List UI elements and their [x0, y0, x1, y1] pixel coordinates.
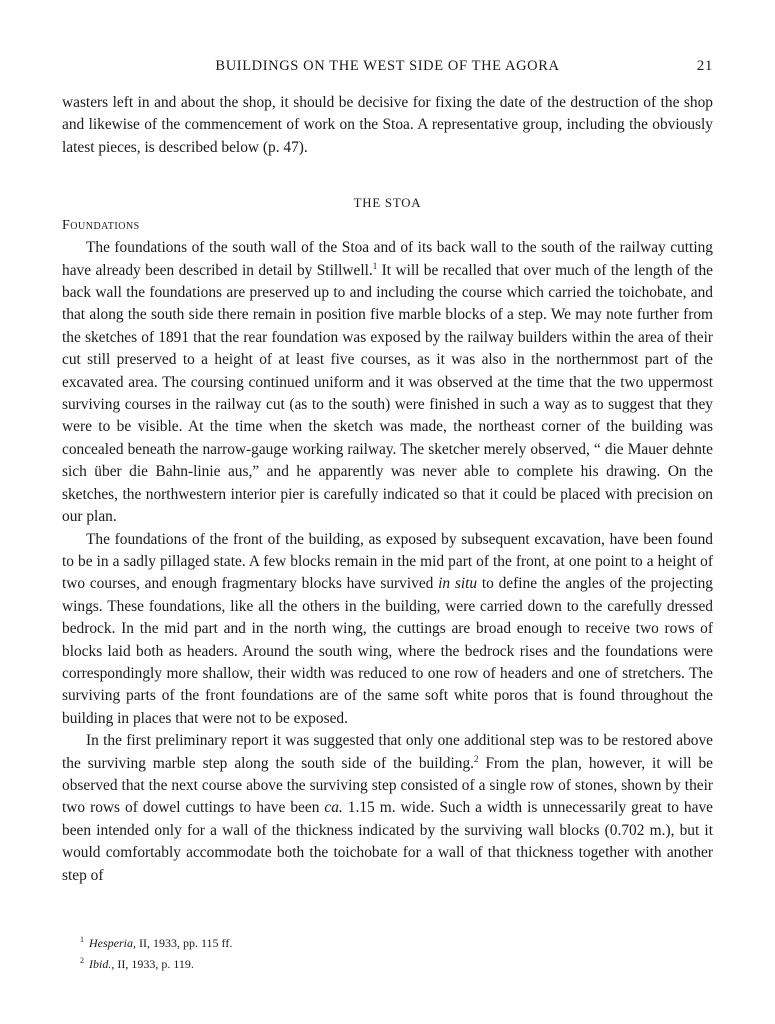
paragraph-1-text-a: The foundations of the south wall of the Stoa and of its back wall to the south of the railway cutting have already been described in detail by Stillwell.	[62, 239, 713, 279]
paragraph-1-text-b: It will be recalled that over much of the length of the back wall the foundations are preserved up to and including the course which carried the toichobate, and that along the south side there remain in position five marble blocks of a step. We may note further from the sketches of 1891 that the rear foundation was exposed by the railway builders within the area of their cut still preserved to a height of at least five courses, as it was also in the northernmost part of the excavated area. The coursing continued uniform and it was observed at the time that the two uppermost surviving courses in the railway cut (as to the south) were finished in such a way as to suggest that they were to be visible. At the time when the sketch was made, the northeast corner of the building was concealed beneath the narrow-gauge working railway. The sketcher merely observed, “ die Mauer dehnte sich über die Bahn-linie aus,” and he apparently was never able to complete his drawing. On the sketches, the northwestern interior pier is carefully indicated so that it could be placed with precision on our plan.	[62, 261, 713, 526]
paragraph-2	[62, 529, 713, 731]
footnote-ref-1: 1	[372, 260, 378, 271]
footnote-1-text: II, 1933, pp. 115 ff.	[136, 936, 233, 950]
paragraph-2-italic: in situ	[438, 575, 478, 593]
paragraph-3-text-b: From the plan, however, it will be observed that the next course above the surviving step consisted of a single row of stones, shown by their two rows of dowel cuttings to have been	[62, 754, 713, 817]
intro-paragraph: wasters left in and about the shop, it should be decisive for fixing the date of the destruction of the shop and likewise of the commencement of work on the Stoa. A representative group, including the obviously latest pieces, is described below (p. 47).	[62, 94, 713, 156]
footnote-1-number: 1	[80, 935, 84, 944]
paragraph-3-text-c: 1.15 m. wide. Such a width is unnecessarily great to have been intended only for a wall of the thickness indicated by the surviving wall blocks (0.702 m.), but it would comfortably accommodate both the toichobate for a wall of that thickness together with another step of	[62, 799, 713, 884]
footnote-2-source: Ibid.,	[89, 957, 115, 971]
footnotes	[80, 931, 232, 973]
footnote-2-text: II, 1933, p. 119.	[114, 957, 194, 971]
paragraph-3-text-a: In the first preliminary report it was suggested that only one additional step was to be restored above the surviving marble step along the south side of the building.	[62, 732, 713, 772]
footnote-2-number: 2	[80, 956, 84, 965]
running-title: BUILDINGS ON THE WEST SIDE OF THE AGORA	[215, 58, 560, 74]
paragraph-1	[62, 237, 713, 528]
paragraph-3	[62, 730, 713, 887]
running-header	[62, 58, 713, 80]
footnote-2	[80, 952, 232, 973]
paragraph-2-text-a: The foundations of the front of the building, as exposed by subsequent excavation, have been found to be in a sadly pillaged state. A few blocks remain in the mid part of the front, at one point to a height of two courses, and enough fragmentary blocks have survived	[62, 530, 713, 593]
paragraph-2-text-b: to define the angles of the projecting wings. These foundations, like all the others in the building, were carried down to the carefully dressed bedrock. In the mid part and in the north wing, the cuttings are broad enough to receive two rows of blocks laid both as headers. Around the south wing, where the bedrock rises and the foundations were correspondingly more shallow, their width was reduced to one row of headers and one of stretchers. The surviving parts of the front foundations are of the same soft white poros that is found throughout the building in places that were not to be exposed.	[62, 575, 713, 727]
footnote-1	[80, 931, 232, 952]
subsection-heading: Foundations	[62, 218, 140, 234]
page-number: 21	[696, 58, 713, 74]
paragraph-3-italic: ca.	[324, 799, 343, 817]
footnote-1-source: Hesperia,	[89, 936, 136, 950]
section-heading: THE STOA	[353, 196, 422, 211]
body-text	[62, 92, 713, 887]
footnote-ref-2: 2	[474, 753, 479, 764]
